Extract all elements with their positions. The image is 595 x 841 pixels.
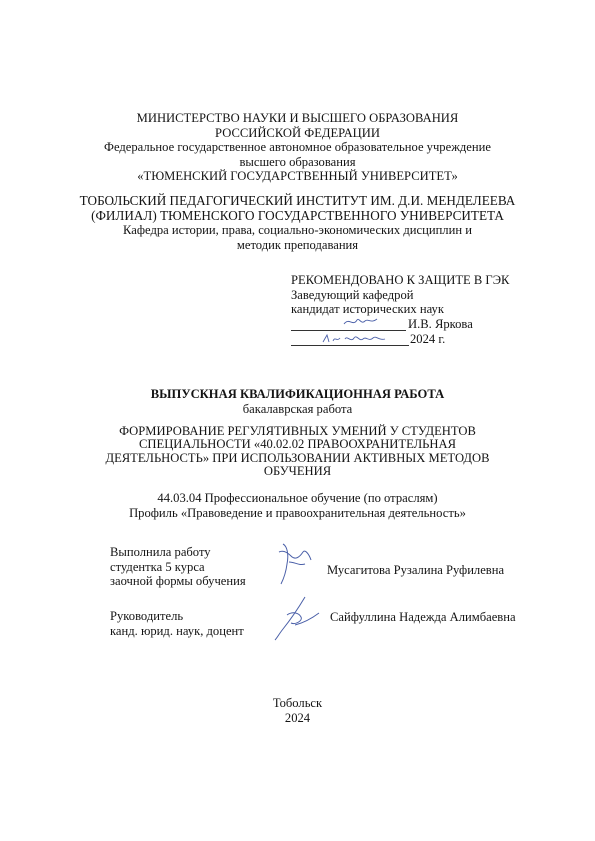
head-signature-icon — [341, 313, 381, 329]
institute-header — [0, 193, 595, 252]
approval-block — [291, 273, 521, 347]
university-name: «ТЮМЕНСКИЙ ГОСУДАРСТВЕННЫЙ УНИВЕРСИТЕТ» — [137, 169, 458, 183]
student-label-2: студентка 5 курса — [110, 559, 205, 574]
department-line-1: Кафедра истории, права, социально-экономических дисциплин и — [123, 223, 472, 237]
topic-line-4: ОБУЧЕНИЯ — [263, 463, 332, 478]
supervisor-name: Сайфуллина Надежда Алимбаевна — [330, 610, 516, 624]
approval-degree: кандидат исторических наук — [291, 302, 444, 317]
date-row — [291, 332, 521, 347]
department-line-2: методик преподавания — [236, 237, 359, 252]
student-name: Мусагитова Рузалина Руфилевна — [327, 563, 505, 577]
supervisor-label-2: канд. юрид. наук, доцент — [110, 623, 244, 638]
approval-position: Заведующий кафедрой — [291, 287, 414, 302]
fgao-line-2: высшего образования — [239, 154, 356, 169]
topic-line-3: ДЕЯТЕЛЬНОСТЬ» ПРИ ИСПОЛЬЗОВАНИИ АКТИВНЫХ МЕТОДОВ — [105, 450, 490, 465]
supervisor-signature-icon — [265, 595, 330, 641]
work-topic — [0, 425, 595, 478]
ministry-header — [0, 111, 595, 184]
supervisor-label-block — [110, 609, 244, 638]
approval-title: РЕКОМЕНДОВАНО К ЗАЩИТЕ В ГЭК — [291, 273, 510, 287]
footer-block — [0, 696, 595, 725]
ministry-line-1: МИНИСТЕРСТВО НАУКИ И ВЫСШЕГО ОБРАЗОВАНИЯ — [136, 111, 459, 125]
approval-year: 2024 г. — [410, 331, 446, 346]
topic-line-1: ФОРМИРОВАНИЕ РЕГУЛЯТИВНЫХ УМЕНИЙ У СТУДЕНТОВ — [119, 424, 476, 438]
supervisor-label-1: Руководитель — [110, 609, 184, 623]
handwritten-date-icon — [319, 330, 394, 346]
footer-year: 2024 — [284, 710, 311, 725]
work-subtype: бакалаврская работа — [242, 401, 353, 416]
footer-city: Тобольск — [272, 696, 323, 710]
student-label-1: Выполнила работу — [110, 545, 211, 559]
specialty-code: 44.03.04 Профессиональное обучение (по отраслям) — [157, 491, 438, 505]
topic-line-2: СПЕЦИАЛЬНОСТИ «40.02.02 ПРАВООХРАНИТЕЛЬНАЯ — [139, 437, 456, 452]
student-label-block — [110, 545, 246, 589]
institute-line-1: ТОБОЛЬСКИЙ ПЕДАГОГИЧЕСКИЙ ИНСТИТУТ ИМ. Д.И. МЕНДЕЛЕЕВА — [79, 193, 516, 208]
student-signature-icon — [265, 540, 325, 586]
specialty-block — [0, 491, 595, 520]
work-type-block — [0, 387, 595, 416]
fgao-line-1: Федеральное государственное автономное образовательное учреждение — [104, 140, 491, 154]
ministry-line-2: РОССИЙСКОЙ ФЕДЕРАЦИИ — [215, 125, 380, 140]
work-type: ВЫПУСКНАЯ КВАЛИФИКАЦИОННАЯ РАБОТА — [150, 387, 445, 401]
specialty-profile: Профиль «Правоведение и правоохранительная деятельность» — [129, 505, 466, 520]
institute-line-2: (ФИЛИАЛ) ТЮМЕНСКОГО ГОСУДАРСТВЕННОГО УНИВЕРСИТЕТА — [91, 208, 504, 223]
student-label-3: заочной формы обучения — [110, 574, 246, 588]
head-name: И.В. Яркова — [408, 316, 473, 331]
